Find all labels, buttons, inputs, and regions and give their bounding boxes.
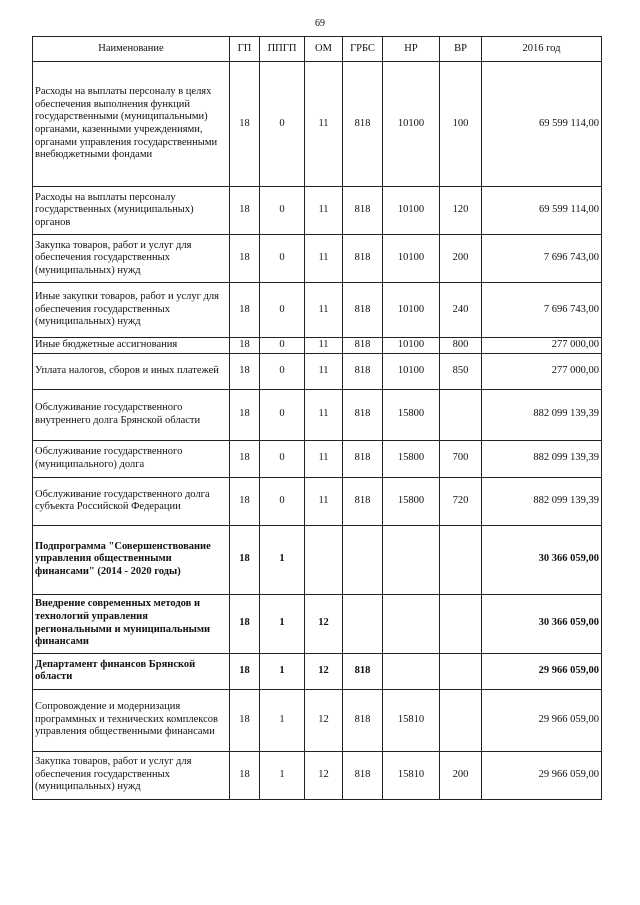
row-gp: 18: [230, 751, 260, 799]
row-ppgp: 0: [260, 389, 305, 440]
table-row: [33, 338, 602, 354]
row-ppgp: 1: [260, 751, 305, 799]
row-gp: 18: [230, 594, 260, 653]
page-number: 69: [315, 18, 325, 29]
row-ppgp: 0: [260, 477, 305, 525]
header-grbs: ГРБС: [343, 37, 383, 62]
row-amount: 882 099 139,39: [482, 477, 602, 525]
row-gp: 18: [230, 187, 260, 235]
table-row: [33, 525, 602, 594]
table-row: [33, 653, 602, 689]
row-gp: 18: [230, 235, 260, 283]
header-ppgp: ППГП: [260, 37, 305, 62]
row-ppgp: 0: [260, 187, 305, 235]
row-amount: 882 099 139,39: [482, 440, 602, 477]
row-grbs: 818: [343, 689, 383, 751]
row-amount: 29 966 059,00: [482, 653, 602, 689]
row-grbs: [343, 525, 383, 594]
row-om: 12: [305, 689, 343, 751]
row-name: Внедрение современных методов и технологий управления региональными и муниципальными финансами: [33, 594, 230, 653]
row-name: Обслуживание государственного (муниципального) долга: [33, 440, 230, 477]
row-ppgp: 0: [260, 283, 305, 338]
row-nr: [383, 594, 440, 653]
row-grbs: 818: [343, 62, 383, 187]
header-om: ОМ: [305, 37, 343, 62]
row-amount: 69 599 114,00: [482, 187, 602, 235]
row-ppgp: 0: [260, 62, 305, 187]
row-name: Иные бюджетные ассигнования: [33, 338, 230, 354]
row-name: Сопровождение и модернизация программных и технических комплексов управления общественными финансами: [33, 689, 230, 751]
row-vr: 200: [440, 235, 482, 283]
row-name: Обслуживание государственного долга субъекта Российской Федерации: [33, 477, 230, 525]
header-vr: ВР: [440, 37, 482, 62]
row-name: Подпрограмма "Совершенствование управления общественными финансами" (2014 - 2020 годы): [33, 525, 230, 594]
row-om: 11: [305, 235, 343, 283]
table-row: [33, 62, 602, 187]
row-nr: 15810: [383, 689, 440, 751]
row-vr: [440, 389, 482, 440]
row-nr: 15800: [383, 389, 440, 440]
table-header-row: [33, 37, 602, 62]
row-name: Иные закупки товаров, работ и услуг для обеспечения государственных (муниципальных) нужд: [33, 283, 230, 338]
row-gp: 18: [230, 389, 260, 440]
row-vr: 120: [440, 187, 482, 235]
row-grbs: 818: [343, 477, 383, 525]
row-nr: 15810: [383, 751, 440, 799]
row-om: 12: [305, 653, 343, 689]
row-ppgp: 1: [260, 653, 305, 689]
header-year: 2016 год: [482, 37, 602, 62]
row-om: 11: [305, 338, 343, 354]
row-grbs: 818: [343, 187, 383, 235]
row-grbs: 818: [343, 751, 383, 799]
row-om: [305, 525, 343, 594]
row-ppgp: 1: [260, 689, 305, 751]
row-nr: 15800: [383, 477, 440, 525]
row-vr: 720: [440, 477, 482, 525]
row-nr: 10100: [383, 187, 440, 235]
table-row: [33, 689, 602, 751]
row-nr: 10100: [383, 283, 440, 338]
table-row: [33, 353, 602, 389]
row-vr: [440, 689, 482, 751]
header-nr: НР: [383, 37, 440, 62]
header-gp: ГП: [230, 37, 260, 62]
row-om: 11: [305, 187, 343, 235]
row-nr: 10100: [383, 353, 440, 389]
row-vr: [440, 594, 482, 653]
row-name: Обслуживание государственного внутреннего долга Брянской области: [33, 389, 230, 440]
row-vr: 100: [440, 62, 482, 187]
row-amount: 29 966 059,00: [482, 689, 602, 751]
table-row: [33, 751, 602, 799]
row-vr: [440, 525, 482, 594]
row-vr: 200: [440, 751, 482, 799]
row-amount: 7 696 743,00: [482, 283, 602, 338]
table-row: [33, 283, 602, 338]
row-om: 11: [305, 353, 343, 389]
row-om: 11: [305, 389, 343, 440]
row-name: Расходы на выплаты персоналу государственных (муниципальных) органов: [33, 187, 230, 235]
row-grbs: 818: [343, 653, 383, 689]
table-row: [33, 440, 602, 477]
row-name: Закупка товаров, работ и услуг для обеспечения государственных (муниципальных) нужд: [33, 235, 230, 283]
row-gp: 18: [230, 353, 260, 389]
row-om: 11: [305, 440, 343, 477]
row-nr: 10100: [383, 62, 440, 187]
row-amount: 277 000,00: [482, 338, 602, 354]
row-amount: 69 599 114,00: [482, 62, 602, 187]
row-gp: 18: [230, 338, 260, 354]
row-gp: 18: [230, 689, 260, 751]
row-ppgp: 0: [260, 235, 305, 283]
row-gp: 18: [230, 477, 260, 525]
row-nr: [383, 653, 440, 689]
table-row: [33, 477, 602, 525]
row-amount: 882 099 139,39: [482, 389, 602, 440]
row-grbs: 818: [343, 283, 383, 338]
row-om: 12: [305, 751, 343, 799]
row-name: Закупка товаров, работ и услуг для обеспечения государственных (муниципальных) нужд: [33, 751, 230, 799]
row-grbs: 818: [343, 389, 383, 440]
header-name: Наименование: [33, 37, 230, 62]
row-amount: 30 366 059,00: [482, 594, 602, 653]
row-nr: 15800: [383, 440, 440, 477]
row-om: 12: [305, 594, 343, 653]
row-name: Расходы на выплаты персоналу в целях обеспечения выполнения функций государственными (муниципальными) органами, казенными учреждениями, органами управления государственными внебюджетными фондами: [33, 62, 230, 187]
row-grbs: [343, 594, 383, 653]
row-vr: 700: [440, 440, 482, 477]
table-row: [33, 187, 602, 235]
row-name: Департамент финансов Брянской области: [33, 653, 230, 689]
row-grbs: 818: [343, 235, 383, 283]
table-row: [33, 389, 602, 440]
row-om: 11: [305, 62, 343, 187]
row-vr: 240: [440, 283, 482, 338]
row-amount: 7 696 743,00: [482, 235, 602, 283]
budget-table: [32, 36, 602, 800]
row-ppgp: 0: [260, 338, 305, 354]
row-gp: 18: [230, 440, 260, 477]
row-ppgp: 0: [260, 353, 305, 389]
row-om: 11: [305, 283, 343, 338]
table-row: [33, 594, 602, 653]
row-ppgp: 0: [260, 440, 305, 477]
row-vr: [440, 653, 482, 689]
row-amount: 277 000,00: [482, 353, 602, 389]
row-vr: 800: [440, 338, 482, 354]
row-vr: 850: [440, 353, 482, 389]
row-name: Уплата налогов, сборов и иных платежей: [33, 353, 230, 389]
row-amount: 30 366 059,00: [482, 525, 602, 594]
row-gp: 18: [230, 62, 260, 187]
row-ppgp: 1: [260, 594, 305, 653]
row-gp: 18: [230, 525, 260, 594]
row-nr: 10100: [383, 338, 440, 354]
row-nr: 10100: [383, 235, 440, 283]
row-grbs: 818: [343, 353, 383, 389]
row-om: 11: [305, 477, 343, 525]
row-grbs: 818: [343, 338, 383, 354]
row-nr: [383, 525, 440, 594]
row-grbs: 818: [343, 440, 383, 477]
row-gp: 18: [230, 283, 260, 338]
table-row: [33, 235, 602, 283]
row-gp: 18: [230, 653, 260, 689]
row-ppgp: 1: [260, 525, 305, 594]
row-amount: 29 966 059,00: [482, 751, 602, 799]
